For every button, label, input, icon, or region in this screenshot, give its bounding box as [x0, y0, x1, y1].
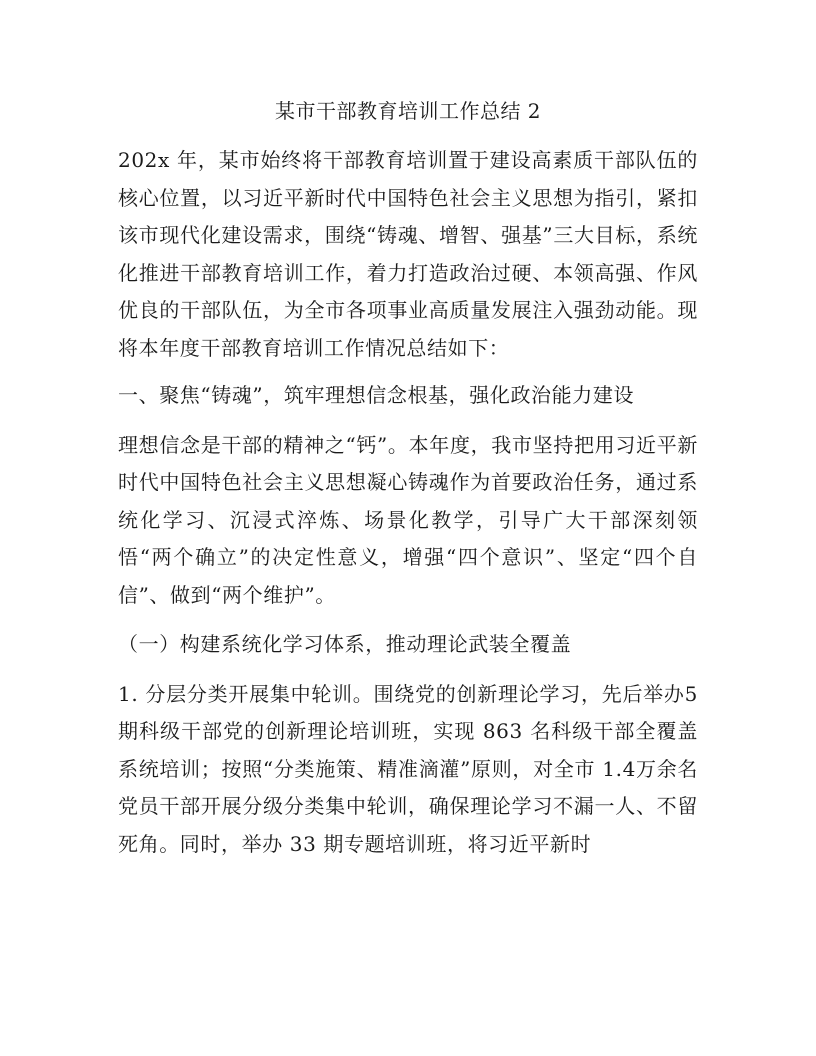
- section-1-paragraph: 理想信念是干部的精神之“钙”。本年度，我市坚持把用习近平新时代中国特色社会主义思想凝心铸魂作为首要政治任务，通过系统化学习、沉浸式淬炼、场景化教学，引导广大干部深刻领悟“两个确立”的决定性意义，增强“四个意识”、坚定“四个自信”、做到“两个维护”。: [118, 432, 698, 607]
- item-1-paragraph: 1. 分层分类开展集中轮训。围绕党的创新理论学习，先后举办5 期科级干部党的创新理论培训班，实现 863 名科级干部全覆盖系统培训；按照“分类施策、精准滴灌”原则，对全市 1.4万余名党员干部开展分级分类集中轮训，确保理论学习不漏一人、不留死角。同时，举办 33 期专题培训班，将习近平新时: [118, 681, 698, 856]
- document-body: [118, 92, 698, 863]
- intro-paragraph: 202x 年，某市始终将干部教育培训置于建设高素质干部队伍的核心位置，以习近平新时代中国特色社会主义思想为指引，紧扣该市现代化建设需求，围绕“铸魂、增智、强基”三大目标，系统化推进干部教育培训工作，着力打造政治过硬、本领高强、作风优良的干部队伍，为全市各项事业高质量发展注入强劲动能。现将本年度干部教育培训工作情况总结如下：: [118, 148, 698, 360]
- subsection-heading-1: （一）构建系统化学习体系，推动理论武装全覆盖: [118, 632, 572, 656]
- document-title: 某市干部教育培训工作总结 2: [274, 99, 542, 123]
- section-heading-1: 一、聚焦“铸魂”，筑牢理想信念根基，强化政治能力建设: [118, 383, 635, 407]
